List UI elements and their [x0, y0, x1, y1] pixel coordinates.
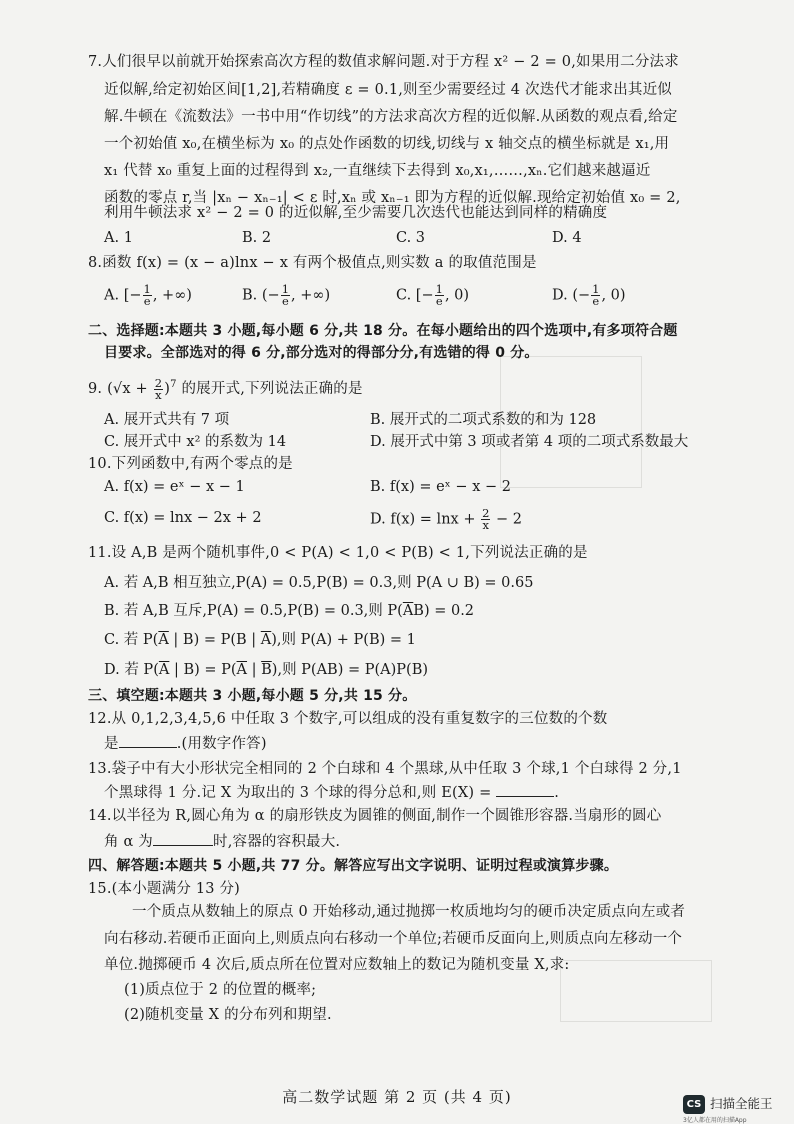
section-2-heading: 二、选择题:本题共 3 小题,每小题 6 分,共 18 分。在每小题给出的四个选项中,有多项符合题 [88, 323, 678, 339]
q8-b-pre: B. (− [242, 287, 280, 304]
q7-line-4: 一个初始值 x₀,在横坐标为 x₀ 的点处作函数的切线,切线与 x 轴交点的横坐标就是 x₁,用 [104, 136, 670, 152]
q8-c-post: , 0) [444, 287, 470, 304]
q10-option-a: A. f(x) = eˣ − x − 1 [104, 479, 245, 495]
q12-line-1: 12.从 0,1,2,3,4,5,6 中任取 3 个数字,可以组成的没有重复数字的三位数的个数 [88, 711, 608, 727]
section-4-heading: 四、解答题:本题共 5 小题,共 77 分。解答应写出文字说明、证明过程或演算步骤。 [88, 858, 619, 874]
q10-option-c: C. f(x) = lnx − 2x + 2 [104, 510, 262, 526]
q8-c-num: 1 [435, 282, 443, 296]
q9-expr-close: ) [164, 381, 171, 397]
q12-l2-pre: 是 [104, 736, 119, 752]
scanner-app-name: 扫描全能王 [710, 1096, 773, 1111]
q8-b-num: 1 [281, 282, 290, 296]
q15-part-2: (2)随机变量 X 的分布列和期望. [124, 1007, 332, 1023]
q9-option-a: A. 展开式共有 7 项 [104, 412, 230, 428]
q11-option-c [104, 630, 416, 650]
q8-c-pre: C. [− [396, 287, 434, 304]
q8-c-den: e [435, 294, 443, 308]
q15-line-1: 一个质点从数轴上的原点 0 开始移动,通过抛掷一枚质地均匀的硬币决定质点向左或者 [132, 904, 686, 920]
q9-option-b: B. 展开式的二项式系数的和为 128 [370, 412, 597, 428]
q11-option-a: A. 若 A,B 相互独立,P(A) = 0.5,P(B) = 0.3,则 P(A ∪ B) = 0.65 [104, 575, 534, 591]
q11-c-post: ),则 P(A) + P(B) = 1 [271, 632, 416, 648]
q8-b-fraction [281, 284, 290, 307]
q9-stem-tail: 的展开式,下列说法正确的是 [176, 381, 363, 397]
q11-stem: 11.设 A,B 是两个随机事件,0 < P(A) < 1,0 < P(B) < 1,下列说法正确的是 [88, 545, 588, 561]
q9-fraction [154, 375, 164, 402]
q13-line-2 [104, 782, 559, 803]
q7-option-a: A. 1 [104, 230, 133, 246]
q8-a-pre: A. [− [104, 287, 142, 304]
scanner-logo-icon: CS [683, 1095, 705, 1114]
q10-stem: 10.下列函数中,有两个零点的是 [88, 456, 293, 472]
q8-stem: 8.函数 f(x) = (x − a)lnx − x 有两个极值点,则实数 a 的取值范围是 [88, 255, 537, 271]
q11-c-mid: | B) = P(B | [168, 632, 261, 648]
q7-line-1: 7.人们很早以前就开始探索高次方程的数值求解问题.对于方程 x² − 2 = 0,如果用二分法求 [88, 54, 679, 70]
q11-d-mid-2: | [247, 662, 262, 678]
section-2-subheading: 目要求。全部选对的得 6 分,部分选对的得部分分,有选错的得 0 分。 [104, 345, 539, 361]
q11-d-post: ),则 P(AB) = P(A)P(B) [271, 662, 429, 678]
q11-c-bar-2: $\overline{A}$ [260, 632, 272, 648]
q14-answer-blank[interactable] [153, 831, 213, 846]
q13-l2-post: . [554, 785, 560, 801]
scanner-watermark [683, 1093, 783, 1124]
q11-b-post: B) = 0.2 [413, 603, 475, 619]
q7-line-6: 函数的零点 r,当 |xₙ − xₙ₋₁| < ε 时,xₙ 或 xₙ₋₁ 即为方程的近似解.现给定初始值 x₀ = 2, [104, 190, 681, 206]
q11-d-mid: | B) = P( [169, 662, 237, 678]
q8-option-d [552, 284, 626, 307]
q8-a-num: 1 [143, 282, 151, 296]
q8-d-fraction [591, 284, 600, 307]
q14-l2-pre: 角 α 为 [104, 834, 154, 850]
q11-d-pre: D. 若 P( [104, 662, 159, 678]
q9-frac-num: 2 [154, 375, 163, 390]
q9-option-c: C. 展开式中 x² 的系数为 14 [104, 434, 287, 450]
q7-line-2: 近似解,给定初始区间[1,2],若精确度 ε = 0.1,则至少需要经过 4 次迭代才能求出其近似 [104, 82, 672, 98]
q8-a-fraction [143, 284, 152, 307]
q8-b-den: e [281, 294, 289, 308]
q8-option-b [242, 284, 330, 307]
q7-option-b: B. 2 [242, 230, 272, 246]
q7-line-5: x₁ 代替 x₀ 重复上面的过程得到 x₂,一直继续下去得到 x₀,x₁,……,xₙ.它们越来越逼近 [104, 163, 651, 179]
page-footer: 高二数学试题 第 2 页 (共 4 页) [282, 1088, 512, 1106]
q10-d-den: x [482, 518, 489, 532]
q8-a-post: , +∞) [152, 287, 192, 304]
q11-c-bar-1: $\overline{A}$ [158, 632, 169, 648]
q11-d-bar-3: $\overline{B}$ [261, 662, 272, 678]
q10-d-pre: D. f(x) = lnx + [370, 511, 481, 528]
q9-frac-den: x [155, 387, 162, 402]
q11-c-pre: C. 若 P( [104, 632, 159, 648]
q8-d-den: e [592, 294, 600, 308]
q15-line-2: 向右移动.若硬币正面向上,则质点向右移动一个单位;若硬币反面向上,则质点向左移动一个 [104, 931, 683, 947]
q8-d-pre: D. (− [552, 287, 591, 304]
q11-option-d [104, 660, 428, 680]
q7-option-d: D. 4 [552, 230, 582, 246]
q8-a-den: e [143, 294, 151, 308]
q9-stem [88, 376, 363, 402]
q9-number: 9. [88, 381, 103, 397]
q11-b-bar: $\overline{A}$ [402, 603, 414, 619]
q14-l2-post: 时,容器的容积最大. [213, 834, 341, 850]
q15-heading: 15.(本小题满分 13 分) [88, 881, 241, 897]
q7-line-3: 解.牛顿在《流数法》一书中用“作切线”的方法求高次方程的近似解.从函数的观点看,给定 [104, 109, 678, 125]
q9-option-d: D. 展开式中第 3 项或者第 4 项的二项式系数最大 [370, 434, 689, 450]
q7-line-7: 利用牛顿法求 x² − 2 = 0 的近似解,至少需要几次迭代也能达到同样的精确度 [104, 205, 608, 221]
q11-d-bar-2: $\overline{A}$ [236, 662, 248, 678]
q8-option-a [104, 284, 192, 307]
q8-b-post: , +∞) [291, 287, 331, 304]
show-through-box [560, 960, 712, 1022]
q14-line-1: 14.以半径为 R,圆心角为 α 的扇形铁皮为圆锥的侧面,制作一个圆锥形容器.当扇形的圆心 [88, 808, 662, 824]
q10-option-b: B. f(x) = eˣ − x − 2 [370, 479, 511, 495]
q12-l2-post: .(用数字作答) [176, 736, 267, 752]
q7-option-c: C. 3 [396, 230, 426, 246]
q9-expr-open: (√x + [107, 381, 153, 397]
q13-line-1: 13.袋子中有大小形状完全相同的 2 个白球和 4 个黑球,从中任取 3 个球,1 个白球得 2 分,1 [88, 761, 682, 777]
q9-power: 7 [170, 379, 177, 391]
section-3-heading: 三、填空题:本题共 3 小题,每小题 5 分,共 15 分。 [88, 688, 417, 704]
q14-line-2 [104, 831, 340, 852]
q10-d-fraction [481, 508, 490, 531]
q12-answer-blank[interactable] [119, 733, 177, 748]
q11-b-pre: B. 若 A,B 互斥,P(A) = 0.5,P(B) = 0.3,则 P( [104, 603, 403, 619]
q11-option-b [104, 601, 474, 621]
q8-d-post: , 0) [601, 287, 626, 304]
scanner-tagline: 3亿人都在用的扫描App [683, 1117, 747, 1124]
q8-c-fraction [435, 284, 444, 307]
q10-d-num: 2 [482, 506, 490, 520]
q10-option-d [370, 508, 522, 531]
q15-line-3: 单位.抛掷硬币 4 次后,质点所在位置对应数轴上的数记为随机变量 X,求: [104, 957, 570, 973]
q15-part-1: (1)质点位于 2 的位置的概率; [124, 982, 317, 998]
q12-line-2 [104, 733, 267, 754]
q8-d-num: 1 [592, 282, 600, 296]
q10-d-post: − 2 [491, 511, 522, 528]
q8-option-c [396, 284, 469, 307]
q13-l2-pre: 个黑球得 1 分.记 X 为取出的 3 个球的得分总和,则 E(X) = [104, 785, 497, 801]
q11-d-bar-1: $\overline{A}$ [158, 662, 170, 678]
q13-answer-blank[interactable] [496, 782, 554, 797]
